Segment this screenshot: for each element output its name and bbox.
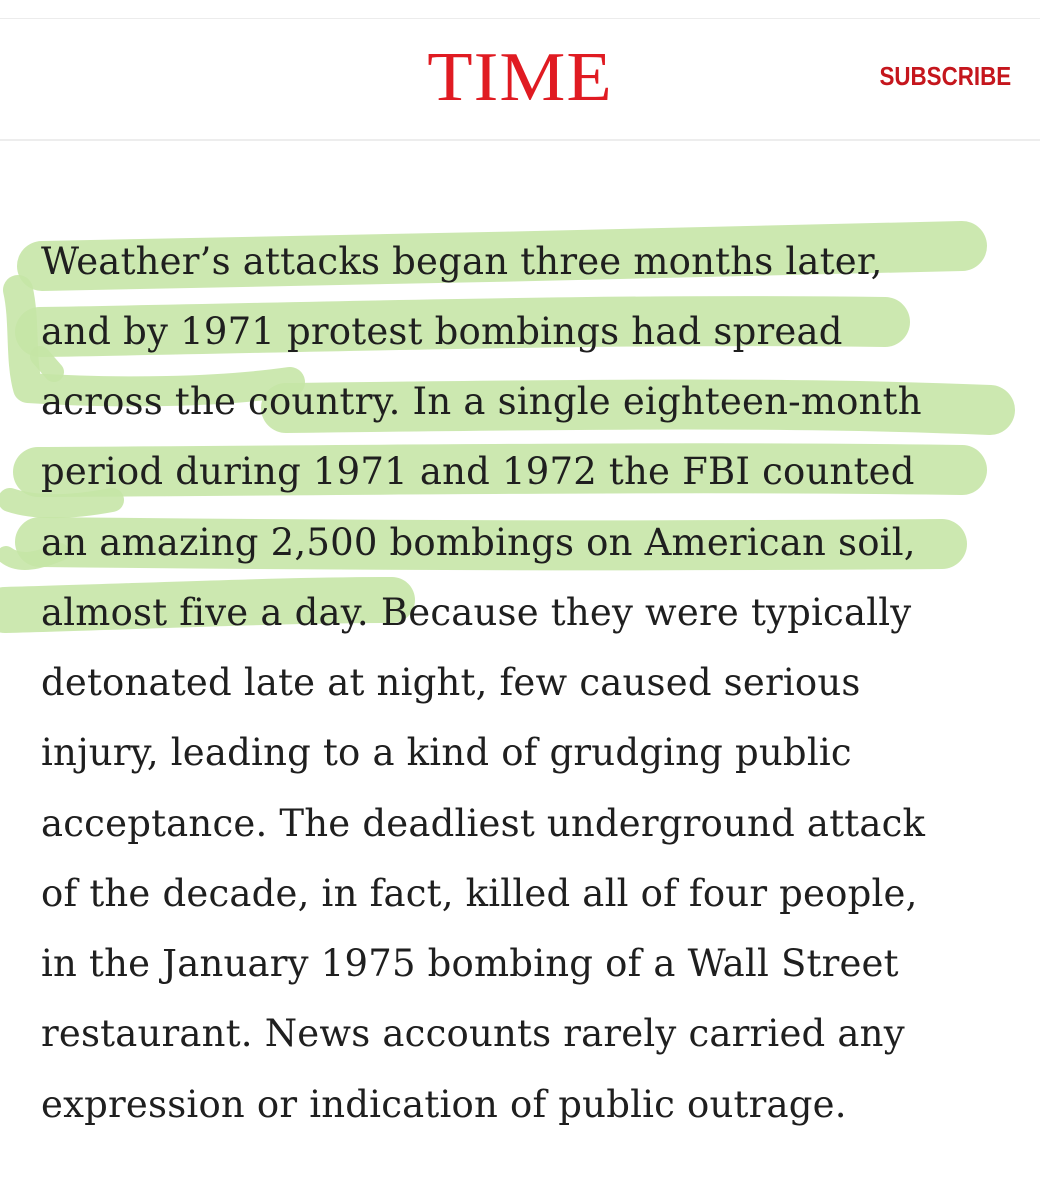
paragraph-line: acceptance. The deadliest underground attack (41, 802, 926, 845)
paragraph-line: Weather’s attacks began three months later, (41, 240, 883, 283)
paragraph-line: restaurant. News accounts rarely carried any (41, 1012, 905, 1055)
paragraph-line: detonated late at night, few caused serious (41, 661, 861, 704)
subscribe-button[interactable]: SUBSCRIBE (879, 61, 1011, 91)
paragraph-line: period during 1971 and 1972 the FBI counted (41, 450, 915, 493)
time-logo[interactable]: TIME (427, 39, 613, 116)
paragraph-line: of the decade, in fact, killed all of four people, (41, 872, 918, 915)
paragraph-line: expression or indication of public outrage. (41, 1083, 847, 1126)
paragraph-line: across the country. In a single eighteen-month (41, 380, 922, 423)
paragraph-line: in the January 1975 bombing of a Wall Street (41, 942, 899, 985)
paragraph-line: and by 1971 protest bombings had spread (41, 310, 843, 353)
paragraph-line: almost five a day. Because they were typically (41, 591, 912, 634)
paragraph-line: injury, leading to a kind of grudging public (41, 731, 852, 774)
paragraph-line: an amazing 2,500 bombings on American soil, (41, 521, 916, 564)
